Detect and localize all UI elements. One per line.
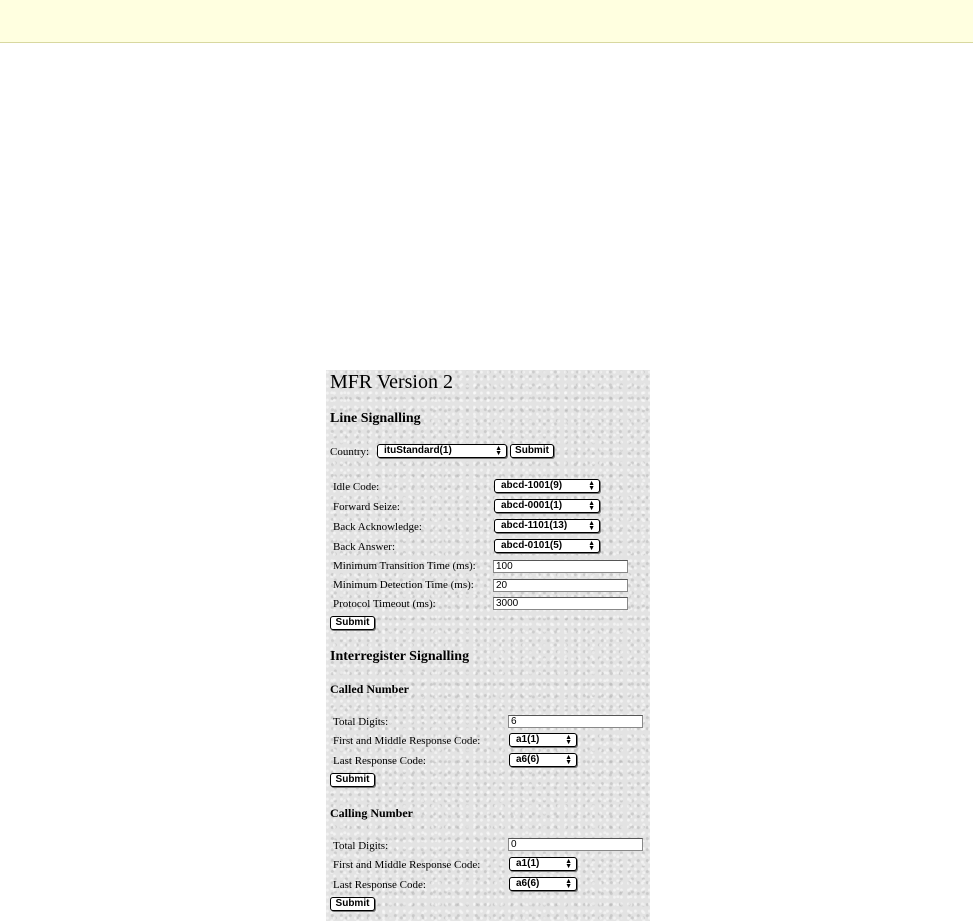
up-down-arrows-icon: ▲ ▼ xyxy=(588,480,595,492)
line-signalling-heading: Line Signalling xyxy=(330,411,421,426)
back-acknowledge-label: Back Acknowledge: xyxy=(333,521,422,533)
up-down-arrows-icon: ▲ ▼ xyxy=(565,858,572,870)
calling-total-digits-label: Total Digits: xyxy=(333,840,389,852)
forward-seize-select[interactable] xyxy=(494,499,600,513)
calling-last-response-select[interactable] xyxy=(509,877,577,891)
up-down-arrows-icon: ▲ ▼ xyxy=(565,754,572,766)
up-down-arrows-icon: ▲ ▼ xyxy=(588,500,595,512)
up-down-arrows-icon: ▲ ▼ xyxy=(588,540,595,552)
calling-number-heading: Calling Number xyxy=(330,806,414,820)
calling-last-response-label: Last Response Code: xyxy=(333,879,426,891)
called-number-heading: Called Number xyxy=(330,682,409,696)
min-transition-label: Minimum Transition Time (ms): xyxy=(333,560,476,572)
called-first-middle-value: a1(1) xyxy=(516,734,540,745)
back-answer-value: abcd-0101(5) xyxy=(501,540,563,551)
up-down-arrows-icon: ▲ ▼ xyxy=(565,734,572,746)
called-last-response-select[interactable] xyxy=(509,753,577,767)
protocol-timeout-label: Protocol Timeout (ms): xyxy=(333,598,436,610)
calling-first-middle-value: a1(1) xyxy=(516,858,540,869)
called-last-response-value: a6(6) xyxy=(516,754,540,765)
called-total-digits-label: Total Digits: xyxy=(333,716,389,728)
up-down-arrows-icon: ▲ ▼ xyxy=(565,878,572,890)
page-title: MFR Version 2 xyxy=(330,371,453,393)
up-down-arrows-icon: ▲ ▼ xyxy=(588,520,595,532)
country-label: Country: xyxy=(330,446,370,458)
interregister-heading: Interregister Signalling xyxy=(330,649,470,664)
called-last-response-label: Last Response Code: xyxy=(333,755,426,767)
idle-code-select[interactable] xyxy=(494,479,600,493)
forward-seize-value: abcd-0001(1) xyxy=(501,500,563,511)
min-detection-input[interactable]: 20 xyxy=(493,579,628,592)
up-down-arrows-icon: ▲ ▼ xyxy=(495,445,502,457)
called-first-middle-label: First and Middle Response Code: xyxy=(333,735,481,747)
called-number-submit-button[interactable]: Submit xyxy=(330,773,375,787)
calling-first-middle-label: First and Middle Response Code: xyxy=(333,859,481,871)
back-acknowledge-select[interactable] xyxy=(494,519,600,533)
line-signalling-submit-button[interactable]: Submit xyxy=(330,616,375,630)
calling-total-digits-input[interactable]: 0 xyxy=(508,838,643,851)
forward-seize-label: Forward Seize: xyxy=(333,501,400,513)
calling-number-submit-button[interactable]: Submit xyxy=(330,897,375,911)
country-value: ituStandard(1) xyxy=(384,445,452,456)
idle-code-value: abcd-1001(9) xyxy=(501,480,563,491)
protocol-timeout-input[interactable]: 3000 xyxy=(493,597,628,610)
min-transition-input[interactable]: 100 xyxy=(493,560,628,573)
called-first-middle-select[interactable] xyxy=(509,733,577,747)
idle-code-label: Idle Code: xyxy=(333,481,380,493)
country-select[interactable] xyxy=(377,444,507,458)
header-bar xyxy=(0,0,973,43)
mfr-config-panel xyxy=(326,370,650,921)
calling-last-response-value: a6(6) xyxy=(516,878,540,889)
calling-first-middle-select[interactable] xyxy=(509,857,577,871)
min-detection-label: Minimum Detection Time (ms): xyxy=(333,579,474,591)
back-answer-select[interactable] xyxy=(494,539,600,553)
called-total-digits-input[interactable]: 6 xyxy=(508,715,643,728)
country-submit-button[interactable]: Submit xyxy=(510,444,554,458)
back-acknowledge-value: abcd-1101(13) xyxy=(501,520,568,531)
back-answer-label: Back Answer: xyxy=(333,541,396,553)
